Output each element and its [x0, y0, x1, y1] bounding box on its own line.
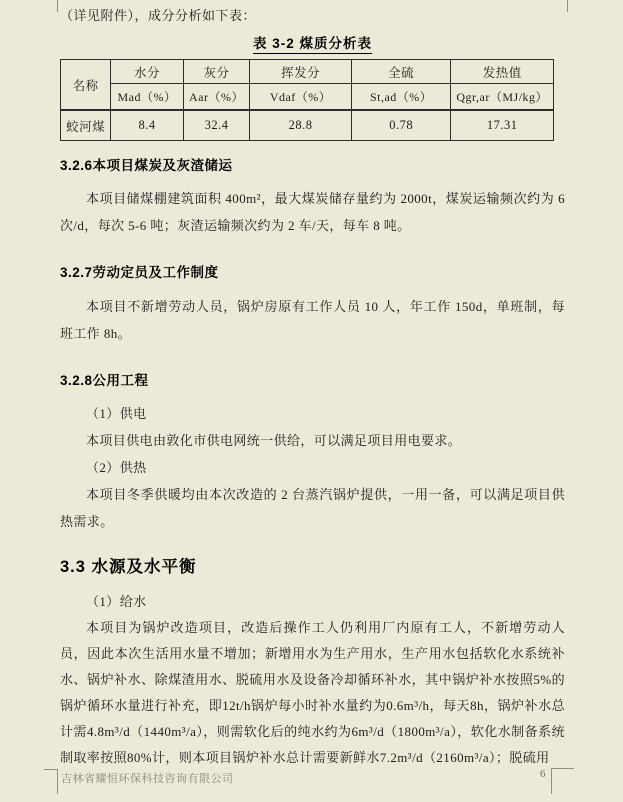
- margin-mark-bottom-left-h: [44, 769, 58, 770]
- margin-mark-top-left: [57, 0, 58, 12]
- heading-3-3: 3.3 水源及水平衡: [60, 558, 197, 576]
- table-caption: [60, 32, 565, 54]
- subheader-cell-aar: Aar（%）: [183, 84, 250, 111]
- data-cell-ash: 32.4: [183, 110, 250, 141]
- header-cell-name: 名称: [61, 60, 111, 111]
- subheader-cell-mad: Mad（%）: [111, 84, 183, 111]
- table-header-row-2: [61, 84, 554, 111]
- data-cell-sulfur: 0.78: [351, 110, 451, 141]
- table-header-row-1: [61, 60, 554, 84]
- data-cell-calorific: 17.31: [451, 110, 554, 141]
- subheader-cell-vdaf: Vdaf（%）: [250, 84, 352, 111]
- coal-analysis-table: [60, 59, 554, 141]
- header-cell-calorific: 发热值: [451, 60, 554, 84]
- margin-mark-bottom-left-v: [57, 769, 58, 794]
- data-cell-volatile: 28.8: [250, 110, 352, 141]
- margin-mark-top-right: [567, 0, 568, 12]
- page-content: [60, 0, 565, 771]
- footer-company-name: 吉林省耀恒环保科技咨询有限公司: [61, 773, 234, 785]
- margin-mark-bottom-right-h: [551, 768, 574, 769]
- margin-mark-bottom-right-v: [551, 768, 552, 794]
- table-caption-text: 表 3-2 煤质分析表: [253, 32, 372, 54]
- item-heat-supply-title: （2）供热: [86, 460, 147, 475]
- header-cell-sulfur: 全硫: [351, 60, 451, 84]
- data-cell-moisture: 8.4: [111, 110, 183, 141]
- subheader-cell-qgrar: Qgr,ar（MJ/kg）: [451, 84, 554, 111]
- header-cell-volatile: 挥发分: [250, 60, 352, 84]
- heading-3-2-8: 3.2.8公用工程: [60, 373, 149, 388]
- paragraph-heat-supply: 本项目冬季供暖均由本次改造的 2 台蒸汽锅炉提供，一用一备，可以满足项目供热需求。: [60, 487, 565, 529]
- paragraph-labor: 本项目不新增劳动人员，锅炉房原有工作人员 10 人，年工作 150d，单班制，每班工作 8h。: [60, 299, 565, 341]
- header-cell-ash: 灰分: [183, 60, 250, 84]
- heading-3-2-6: 3.2.6本项目煤炭及灰渣储运: [60, 158, 233, 173]
- header-cell-moisture: 水分: [111, 60, 183, 84]
- data-cell-coal-name: 蛟河煤: [61, 110, 111, 141]
- paragraph-water-supply: 本项目为锅炉改造项目，改造后操作工人仍利用厂内原有工人，不新增劳动人员，因此本次生活用水量不增加；新增用水为生产用水，生产用水包括软化水系统补水、锅炉补水、除煤渣用水、脱硫用水及设备冷却循环补水，其中锅炉补水按照5%的锅炉循环水量进行补充，即12t/h锅炉每小时补水量约为0.6m³/h，每天8h，锅炉补水总计需4.8m³/d（1440m³/a），则需软化后的纯水约为6m³/d（1800m³/a），软化水制备系统制取率按照80%计，则本项目锅炉补水总计需要新鲜水7.2m³/d（2160m³/a）；脱硫用: [60, 620, 565, 765]
- item-water-supply-title: （1）给水: [86, 594, 147, 609]
- paragraph-power-supply: 本项目供电由敦化市供电网统一供给，可以满足项目用电要求。: [86, 433, 462, 448]
- intro-text: （详见附件），成分分析如下表：: [60, 8, 257, 23]
- paragraph-coal-storage: 本项目储煤棚建筑面积 400m²，最大煤炭储存量约为 2000t，煤炭运输频次约为 6 次/d，每次 5-6 吨；灰渣运输频次约为 2 车/天，每车 8 吨。: [60, 191, 565, 233]
- page-number: 6: [540, 768, 546, 780]
- heading-3-2-7: 3.2.7劳动定员及工作制度: [60, 265, 219, 280]
- item-power-supply-title: （1）供电: [86, 406, 147, 421]
- subheader-cell-stad: St,ad（%）: [351, 84, 451, 111]
- table-data-row: [61, 110, 554, 141]
